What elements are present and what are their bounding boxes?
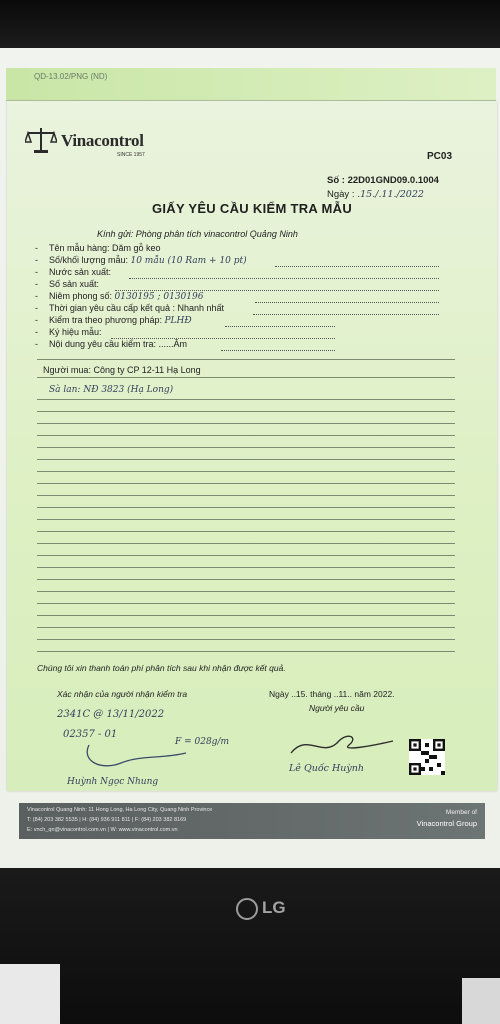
vinacontrol-logo [25, 125, 175, 165]
ngay-value: .15./.11./2022 [357, 189, 424, 200]
company-footer-bar [19, 803, 485, 839]
ruled-line [37, 615, 455, 616]
field-label: Tên mẫu hàng: Dăm gỗ keo [49, 243, 161, 253]
ruled-line [37, 567, 455, 568]
ruled-line [37, 483, 455, 484]
so-label: Số : [327, 175, 345, 186]
field-label: Thời gian yêu cầu cấp kết quả : Nhanh nhất [49, 303, 225, 313]
footer-address: Vinacontrol Quang Ninh: 11 Hong Long, Ha Long City, Quang Ninh Province [27, 807, 213, 813]
ruled-line [37, 591, 455, 592]
ruled-line [37, 627, 455, 628]
payment-note: Chúng tôi xin thanh toán phí phân tích sau khi nhận được kết quả. [37, 663, 286, 673]
lg-brand: LG [262, 898, 286, 917]
previous-page-strip [6, 68, 496, 101]
receiver-note-2: 02357 - 01 [63, 729, 118, 740]
footer-member-label: Member of [445, 809, 477, 816]
ruled-line [37, 435, 455, 436]
field-handwritten: 0130195 ; 0130196 [114, 292, 204, 302]
field-sample-quantity: - Số/khối lượng mẫu: 10 mẫu (10 Ram + 10 pt) [35, 255, 247, 266]
so-value: 22D01GND09.0.1004 [347, 175, 439, 186]
ruled-line [37, 423, 455, 424]
requester-signature [287, 723, 397, 759]
field-result-time: - Thời gian yêu cầu cấp kết quả : Nhanh nhất [35, 303, 225, 313]
brand-since: SINCE 1957 [117, 152, 145, 158]
receiver-name: Huỳnh Ngọc Nhung [67, 777, 159, 787]
monitor-screen [0, 48, 500, 868]
receiver-note-3: F = 028g/m [175, 737, 230, 747]
field-label: Nội dung yêu cầu kiểm tra: ......Âm [49, 339, 188, 349]
field-test-content: - Nội dung yêu cầu kiểm tra: ......Âm [35, 339, 188, 349]
field-handwritten: 10 mẫu (10 Ram + 10 pt) [130, 256, 247, 266]
desk-right [462, 978, 500, 1024]
qr-code-icon [409, 739, 445, 775]
ruled-line [37, 471, 455, 472]
field-seal-number: - Niêm phong số: 0130195 ; 0130196 [35, 291, 204, 302]
field-test-method: - Kiểm tra theo phương pháp: PLHĐ [35, 315, 192, 326]
ngay-label: Ngày : [327, 189, 355, 200]
ruled-line [37, 531, 455, 532]
ruled-line [37, 411, 455, 412]
ruled-line [37, 447, 455, 448]
ruled-line [37, 507, 455, 508]
lg-circle-icon [236, 898, 258, 920]
form-code: PC03 [427, 151, 453, 162]
field-label: Số/khối lượng mẫu: [49, 255, 131, 265]
ruled-line [37, 359, 455, 360]
signing-date: Ngày ..15. tháng ..11.. năm 2022. [269, 689, 395, 699]
brand-name: Vinacontrol [61, 131, 144, 150]
field-handwritten: PLHĐ [164, 316, 192, 326]
field-sample-name: - Tên mẫu hàng: Dăm gỗ keo [35, 243, 161, 253]
document-date [327, 189, 424, 200]
ruled-line [37, 639, 455, 640]
field-label: Niêm phong số: [49, 291, 115, 301]
footer-phone: T: (84) 203 382 5535 | H: (84) 936 911 811 | F: (84) 203 382 8169 [27, 817, 187, 823]
field-label: Ký hiệu mẫu: [49, 327, 102, 337]
ruled-line [37, 459, 455, 460]
ruled-line [37, 543, 455, 544]
ship-note: Sà lan: NĐ 3823 (Hạ Long) [49, 385, 174, 395]
ruled-line [37, 555, 455, 556]
field-label: Kiểm tra theo phương pháp: [49, 315, 165, 325]
ruled-line [37, 377, 455, 378]
requester-label: Người yêu cầu [309, 703, 365, 713]
document-page [7, 101, 497, 833]
requester-name: Lê Quốc Huỳnh [289, 763, 365, 774]
ruled-line [37, 579, 455, 580]
footer-contact: E: vnch_qn@vinacontrol.com.vn | W: www.vinacontrol.com.vn [27, 827, 178, 833]
lg-logo [236, 898, 296, 922]
monitor-top-bezel [0, 0, 500, 48]
field-origin-country: - Nước sản xuất: [35, 267, 111, 277]
scales-icon [25, 125, 57, 155]
footer-group-name: Vinacontrol Group [416, 819, 477, 828]
buyer-line: Người mua: Công ty CP 12-11 Hạ Long [43, 365, 201, 375]
field-sample-code: - Ký hiệu mẫu: [35, 327, 102, 337]
addressee: Kính gửi: Phòng phân tích vinacontrol Quảng Ninh [97, 229, 298, 239]
page-title: GIẤY YÊU CẦU KIỂM TRA MẪU [151, 201, 353, 216]
field-label: Nước sản xuất: [49, 267, 111, 277]
field-production-number: - Số sản xuất: [35, 279, 100, 289]
field-label: Số sản xuất: [49, 279, 100, 289]
ruled-line [37, 495, 455, 496]
receiver-note-1: 2341C @ 13/11/2022 [57, 709, 165, 720]
ruled-line [37, 603, 455, 604]
ruled-line [37, 519, 455, 520]
desk-left [0, 964, 60, 1024]
dotted-line [221, 350, 335, 351]
previous-page-code: QD-13.02/PNG (ND) [34, 72, 108, 81]
ruled-line [37, 651, 455, 652]
monitor-bottom-bezel [0, 868, 500, 1024]
ruled-line [37, 399, 455, 400]
document-number [327, 175, 439, 186]
receiver-confirm-label: Xác nhận của người nhận kiểm tra [57, 689, 188, 699]
receiver-signature [81, 741, 191, 771]
